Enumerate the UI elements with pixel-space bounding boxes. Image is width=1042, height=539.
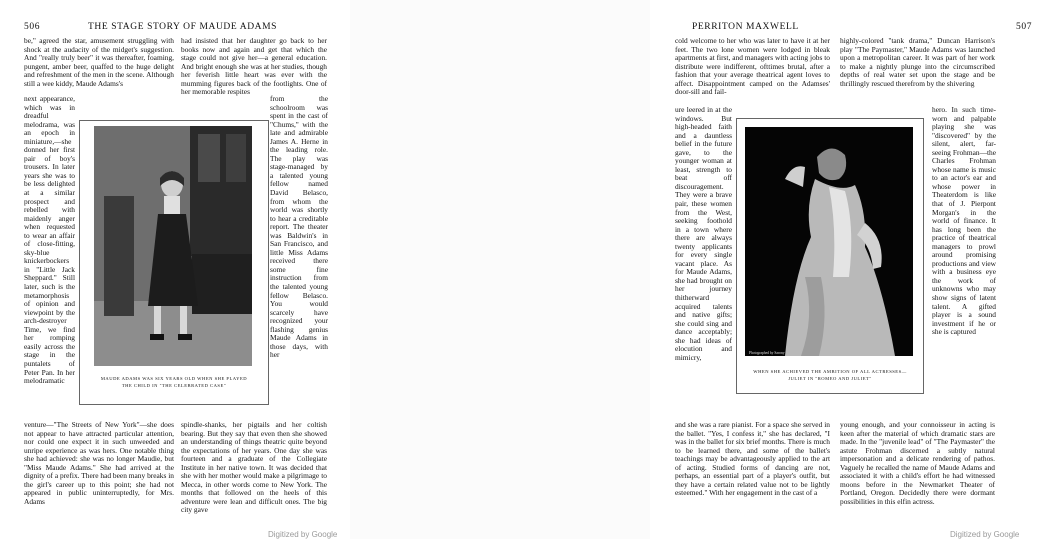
right-google-watermark: Digitized by Google <box>950 530 1020 539</box>
left-google-watermark: Digitized by Google <box>268 530 338 539</box>
right-page <box>650 0 1042 539</box>
left-col2-bottom-text: spindle-shanks, her pigtails and her coltish bearing. But they say that even then she showed an understanding of things theatric quite beyond the expectations of her years. One day she was fourteen and a graduate of the Collegiate Institute in her native town. It was decided that she with her mother would make a pilgrimage to Mecca, in other words come to New York. The months that followed on the heels of this adventure were lean and difficult ones. The big city gave <box>181 421 327 515</box>
left-wrap-left-text: next appearance, which was in dreadful melodrama, was an epoch in miniature,—she donned her first pair of boy's trousers. In later years she was to be less delighted at a similar prospect and rebelled with maidenly anger when requested to wear an affair of close-fitting, sky-blue knickerbockers in "Little Jack Sheppard." Still later, such is the metamorphosis of opinion and viewpoint by the arch-destroyer Time, we find her romping easily across the stage in the puntalets of Peter Pan. In her melodramatic <box>24 95 75 386</box>
left-col1-top-text: be," agreed the star, amusement struggling with shock at the audacity of the midget's suggestion. And "really truly beer" it was thereafter, foaming, pungent, amber beer, quaffed to the huge delight and refreshment of the men in the scene. Although still a wee kiddy, Maude Adams's <box>24 37 174 88</box>
left-col2-top-text: had insisted that her daughter go back to her books now and again and get that which the stage could not give her—a general education. And bright enough she was at her studies, though her feverish little heart was ever with the mumming figures back of the footlights. One of her memorable respites <box>181 37 327 97</box>
right-figure-caption: WHEN SHE ACHIEVED THE AMBITION OF ALL ACTRESSES— JULIET IN "ROMEO AND JULIET" <box>753 369 907 381</box>
right-figure <box>736 118 924 394</box>
right-wrap-right-text: hero. In such time-worn and palpable playing she was "discovered" by the silent, alert, far-seeing Frohman—the Charles Frohman whose name is music to an actor's ear and whose power in Theaterdom is like that of J. Pierpont Morgan's in the world of finance. It has long been the practice of theatrical managers to prowl around promising productions and view with a business eye the work of unknowns who may show signs of latent talent. A gifted player is a sound investment if he or she is captured <box>932 106 996 337</box>
left-wrap-right-text: from the schoolroom was spent in the cast of "Chums," with the late and admirable James A. Herne in the leading role. The play was stage-managed by a talented young fellow named David Belasco, from whom the world was shortly to hear a creditable report. The theater was Baldwin's in San Francisco, and little Miss Adams received there some fine instruction from the talented young fellow Belasco. You would scarcely have recognized your flashing genius Maude Adams in those days, with her <box>270 95 328 360</box>
juliet-portrait-photo <box>745 127 913 356</box>
left-page-number: 506 <box>24 22 41 32</box>
child-portrait-photo <box>94 126 252 366</box>
right-col2-bottom-text: young enough, and your connoisseur in acting is keen after the material of which dramatic stars are made. In the "juvenile lead" of "The Paymaster" the astute Frohman discerned a subtly natural impersonation and a delicate rendering of pathos. Vaguely he recalled the name of Maude Adams and associated it with a child's effort he had witnessed moons before in the Newmarket Theater of Portland, Oregon. Decidedly there were dormant possibilities in this elfin actress. <box>840 421 995 506</box>
page-gutter <box>350 0 650 539</box>
right-wrap-left-text: ure leered in at the windows. But high-headed faith and a dauntless belief in the future gave, to the younger woman at least, strength to beat off discouragement. They were a brave pair, these women from the West, seeking foothold in a town where there are always twenty applicants for every single vacant place. As for Maude Adams, she had brought on her journey thitherward acquired talents and native gifts; she could sing and dance acceptably; she had ideas of elocution and mimicry, <box>675 106 732 362</box>
right-page-number: 507 <box>1016 22 1033 32</box>
left-col1-bottom-text: venture—"The Streets of New York"—she does not appear to have attracted particular attention, nor could one expect it in such unweeded and unripe experience as was hers. One notable thing she had achieved: she was no longer Maudie, but "Miss Maude Adams." She had arrived at the dignity of a prefix. There had been many breaks in the girl's career up to this point; she had not appeared in public uninterruptedly, for Mrs. Adams <box>24 421 174 506</box>
photo-credit: Photographed by Sarony <box>749 351 785 355</box>
right-col1-top-text: cold welcome to her who was later to have it at her feet. The two lone women were lodged in bleak apartments at first, and managers with acting jobs to distribute were indifferent, ofttimes brutal, after a fashion that your average theatrical agent loves to affect. Disappointment camped on the Adamses' door-sill and fail- <box>675 37 830 97</box>
left-figure-caption: MAUDE ADAMS WAS SIX YEARS OLD WHEN SHE PLAYED THE CHILD IN "THE CELEBRATED CASE" <box>100 376 248 388</box>
right-col2-top-text: highly-colored "tank drama," Duncan Harrison's play "The Paymaster," Maude Adams was launched upon a metropolitan career. It was part of her work to make a nightly plunge into the circumscribed depths of real water set upon the stage and be thrillingly rescued therefrom by the shivering <box>840 37 995 88</box>
left-figure <box>79 120 269 405</box>
right-running-title: PERRITON MAXWELL <box>692 22 799 32</box>
right-col1-bottom-text: and she was a rare pianist. For a space she served in the ballet. "Yes, I confess it," she has declared, "I was in the ballet for six brief months. There is much to be learned there, and some of the ballet's teachings may be advantageously applied to the art of acting. Studied forms of dancing are not, perhaps, an essential part of a player's outfit, but they have a certain related value not to be lightly esteemed." With her engagement in the cast of a <box>675 421 830 498</box>
left-running-title: THE STAGE STORY OF MAUDE ADAMS <box>88 22 278 32</box>
left-page <box>0 0 350 539</box>
